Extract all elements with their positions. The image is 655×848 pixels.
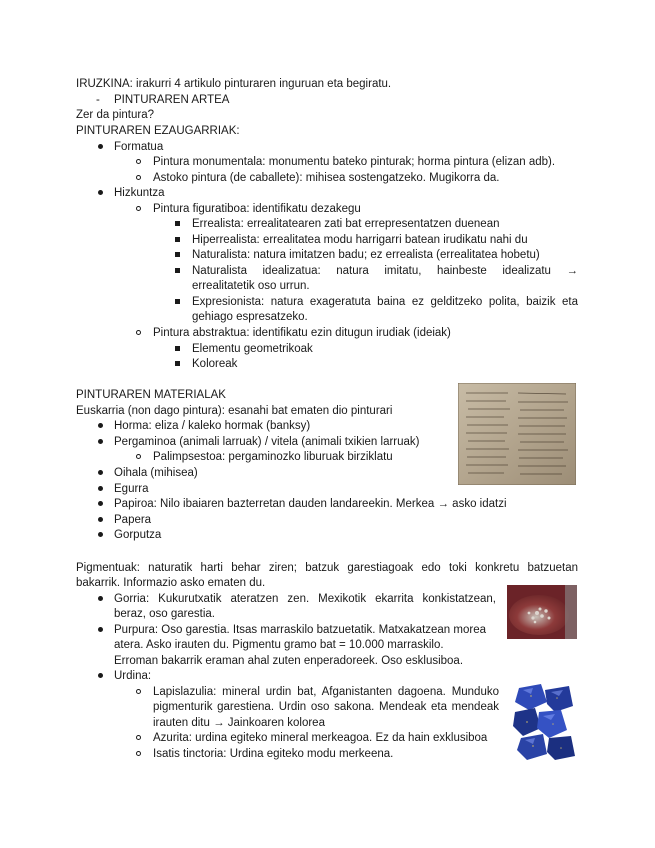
bullet-disc-icon <box>98 190 103 195</box>
pinturaren-artea-heading: PINTURAREN ARTEA <box>114 94 230 106</box>
figuratiboa-subitem-cont: errealitatetik oso urrun. <box>192 280 310 292</box>
figuratiboa-subitem-cont: gehiago espresatzeko. <box>192 311 308 323</box>
material-item: Oihala (mihisea) <box>114 467 198 479</box>
purpura-item-cont: atera. Asko irauten du. Pigmentu gramo bat = 10.000 marraskilo. <box>114 639 444 651</box>
lapislazulia-item-cont: irauten ditu → Jainkoaren kolorea <box>153 717 325 729</box>
material-item: Pergaminoa (animali larruak) / vitela (animali txikien larruak) <box>114 436 420 448</box>
bullet-disc-icon <box>98 144 103 149</box>
formatua-label: Formatua <box>114 141 164 153</box>
figuratiboa-item: Pintura figuratiboa: identifikatu dezakegu <box>153 203 361 215</box>
bullet-disc-icon <box>98 501 103 506</box>
lapislazulia-item-cont: pigmenturik garestiena. Urdin oso sakona. Mendeak eta mendeak <box>153 701 499 713</box>
dash-bullet: - <box>96 94 100 106</box>
gorria-item-cont: beraz, oso garestia. <box>114 608 216 620</box>
material-item: Papera <box>114 514 152 526</box>
gorria-item: Gorria: Kukurutxatik ateratzen zen. Mexikotik ekarrita konkistatzean, <box>114 593 496 605</box>
lapislazulia-item: Lapislazulia: mineral urdin bat, Afganistanten dagoena. Munduko <box>153 686 499 698</box>
bullet-disc-icon <box>98 596 103 601</box>
figuratiboa-subitem: Expresionista: natura exageratuta baina ez gelditzeko polita, baizik eta <box>192 296 578 308</box>
figuratiboa-subitem: Hiperrealista: errealitatea modu harrigarri batean irudikatu nahi du <box>192 234 528 246</box>
figuratiboa-subitem: Naturalista idealizatua: natura imitatu, hainbeste idealizatu → <box>192 265 578 277</box>
material-item: Egurra <box>114 483 149 495</box>
azurita-item: Azurita: urdina egiteko mineral merkeagoa. Ez da hain exklusiboa <box>153 732 488 744</box>
bullet-disc-icon <box>98 470 103 475</box>
lapis-lazuli-image <box>511 682 577 762</box>
bullet-circle-icon <box>136 159 141 164</box>
formatua-item: Astoko pintura (de caballete): mihisea sostengatzeko. Mugikorra da. <box>153 172 500 184</box>
bullet-square-icon <box>175 346 180 351</box>
urdina-label: Urdina: <box>114 670 152 682</box>
bullet-square-icon <box>175 237 180 242</box>
isatis-item: Isatis tinctoria: Urdina egiteko modu merkeena. <box>153 748 394 760</box>
bullet-square-icon <box>175 299 180 304</box>
pigmentuak-intro-cont: bakarrik. Informazio asko ematen du. <box>76 577 266 589</box>
zer-da-question: Zer da pintura? <box>76 109 154 121</box>
cochineal-pigment-image <box>507 585 577 639</box>
bullet-circle-icon <box>136 751 141 756</box>
material-item: Horma: eliza / kaleko hormak (banksy) <box>114 420 311 432</box>
material-subitem: Palimpsestoa: pergaminozko liburuak birziklatu <box>153 451 393 463</box>
hizkuntza-label: Hizkuntza <box>114 187 165 199</box>
bullet-circle-icon <box>136 175 141 180</box>
bullet-disc-icon <box>98 673 103 678</box>
parchment-manuscript-image <box>458 383 576 485</box>
bullet-disc-icon <box>98 627 103 632</box>
material-item: Papiroa: Nilo ibaiaren bazterretan dauden landareekin. Merkea → asko idatzi <box>114 498 507 510</box>
abstraktua-subitem: Koloreak <box>192 358 238 370</box>
purpura-item: Purpura: Oso garestia. Itsas marraskilo batzuetatik. Matxakatzean morea <box>114 624 486 636</box>
bullet-circle-icon <box>136 206 141 211</box>
pigmentuak-intro: Pigmentuak: naturatik harti behar ziren; batzuk garestiagoak edo toki konkretu batzuetan <box>76 562 578 574</box>
bullet-disc-icon <box>98 439 103 444</box>
euskarria-line: Euskarria (non dago pintura): esanahi bat ematen dio pinturari <box>76 405 393 417</box>
material-item: Gorputza <box>114 529 162 541</box>
materialak-heading: PINTURAREN MATERIALAK <box>76 389 226 401</box>
bullet-circle-icon <box>136 689 141 694</box>
bullet-square-icon <box>175 221 180 226</box>
figuratiboa-subitem: Naturalista: natura imitatzen badu; ez errealista (errealitatea hobetu) <box>192 249 540 261</box>
bullet-disc-icon <box>98 532 103 537</box>
bullet-square-icon <box>175 361 180 366</box>
abstraktua-subitem: Elementu geometrikoak <box>192 343 313 355</box>
formatua-item: Pintura monumentala: monumentu bateko pinturak; horma pintura (elizan adb). <box>153 156 556 168</box>
purpura-item-cont: Erroman bakarrik eraman ahal zuten enperadoreek. Oso esklusiboa. <box>114 655 464 667</box>
bullet-circle-icon <box>136 735 141 740</box>
bullet-square-icon <box>175 252 180 257</box>
bullet-square-icon <box>175 268 180 273</box>
bullet-disc-icon <box>98 517 103 522</box>
iruzkina-line: IRUZKINA: irakurri 4 artikulo pinturaren inguruan eta begiratu. <box>76 78 392 90</box>
bullet-disc-icon <box>98 486 103 491</box>
bullet-disc-icon <box>98 423 103 428</box>
abstraktua-item: Pintura abstraktua: identifikatu ezin ditugun irudiak (ideiak) <box>153 327 451 339</box>
ezaugarriak-heading: PINTURAREN EZAUGARRIAK: <box>76 125 240 137</box>
bullet-circle-icon <box>136 454 141 459</box>
figuratiboa-subitem: Errealista: errealitatearen zati bat errepresentatzen duenean <box>192 218 500 230</box>
bullet-circle-icon <box>136 330 141 335</box>
